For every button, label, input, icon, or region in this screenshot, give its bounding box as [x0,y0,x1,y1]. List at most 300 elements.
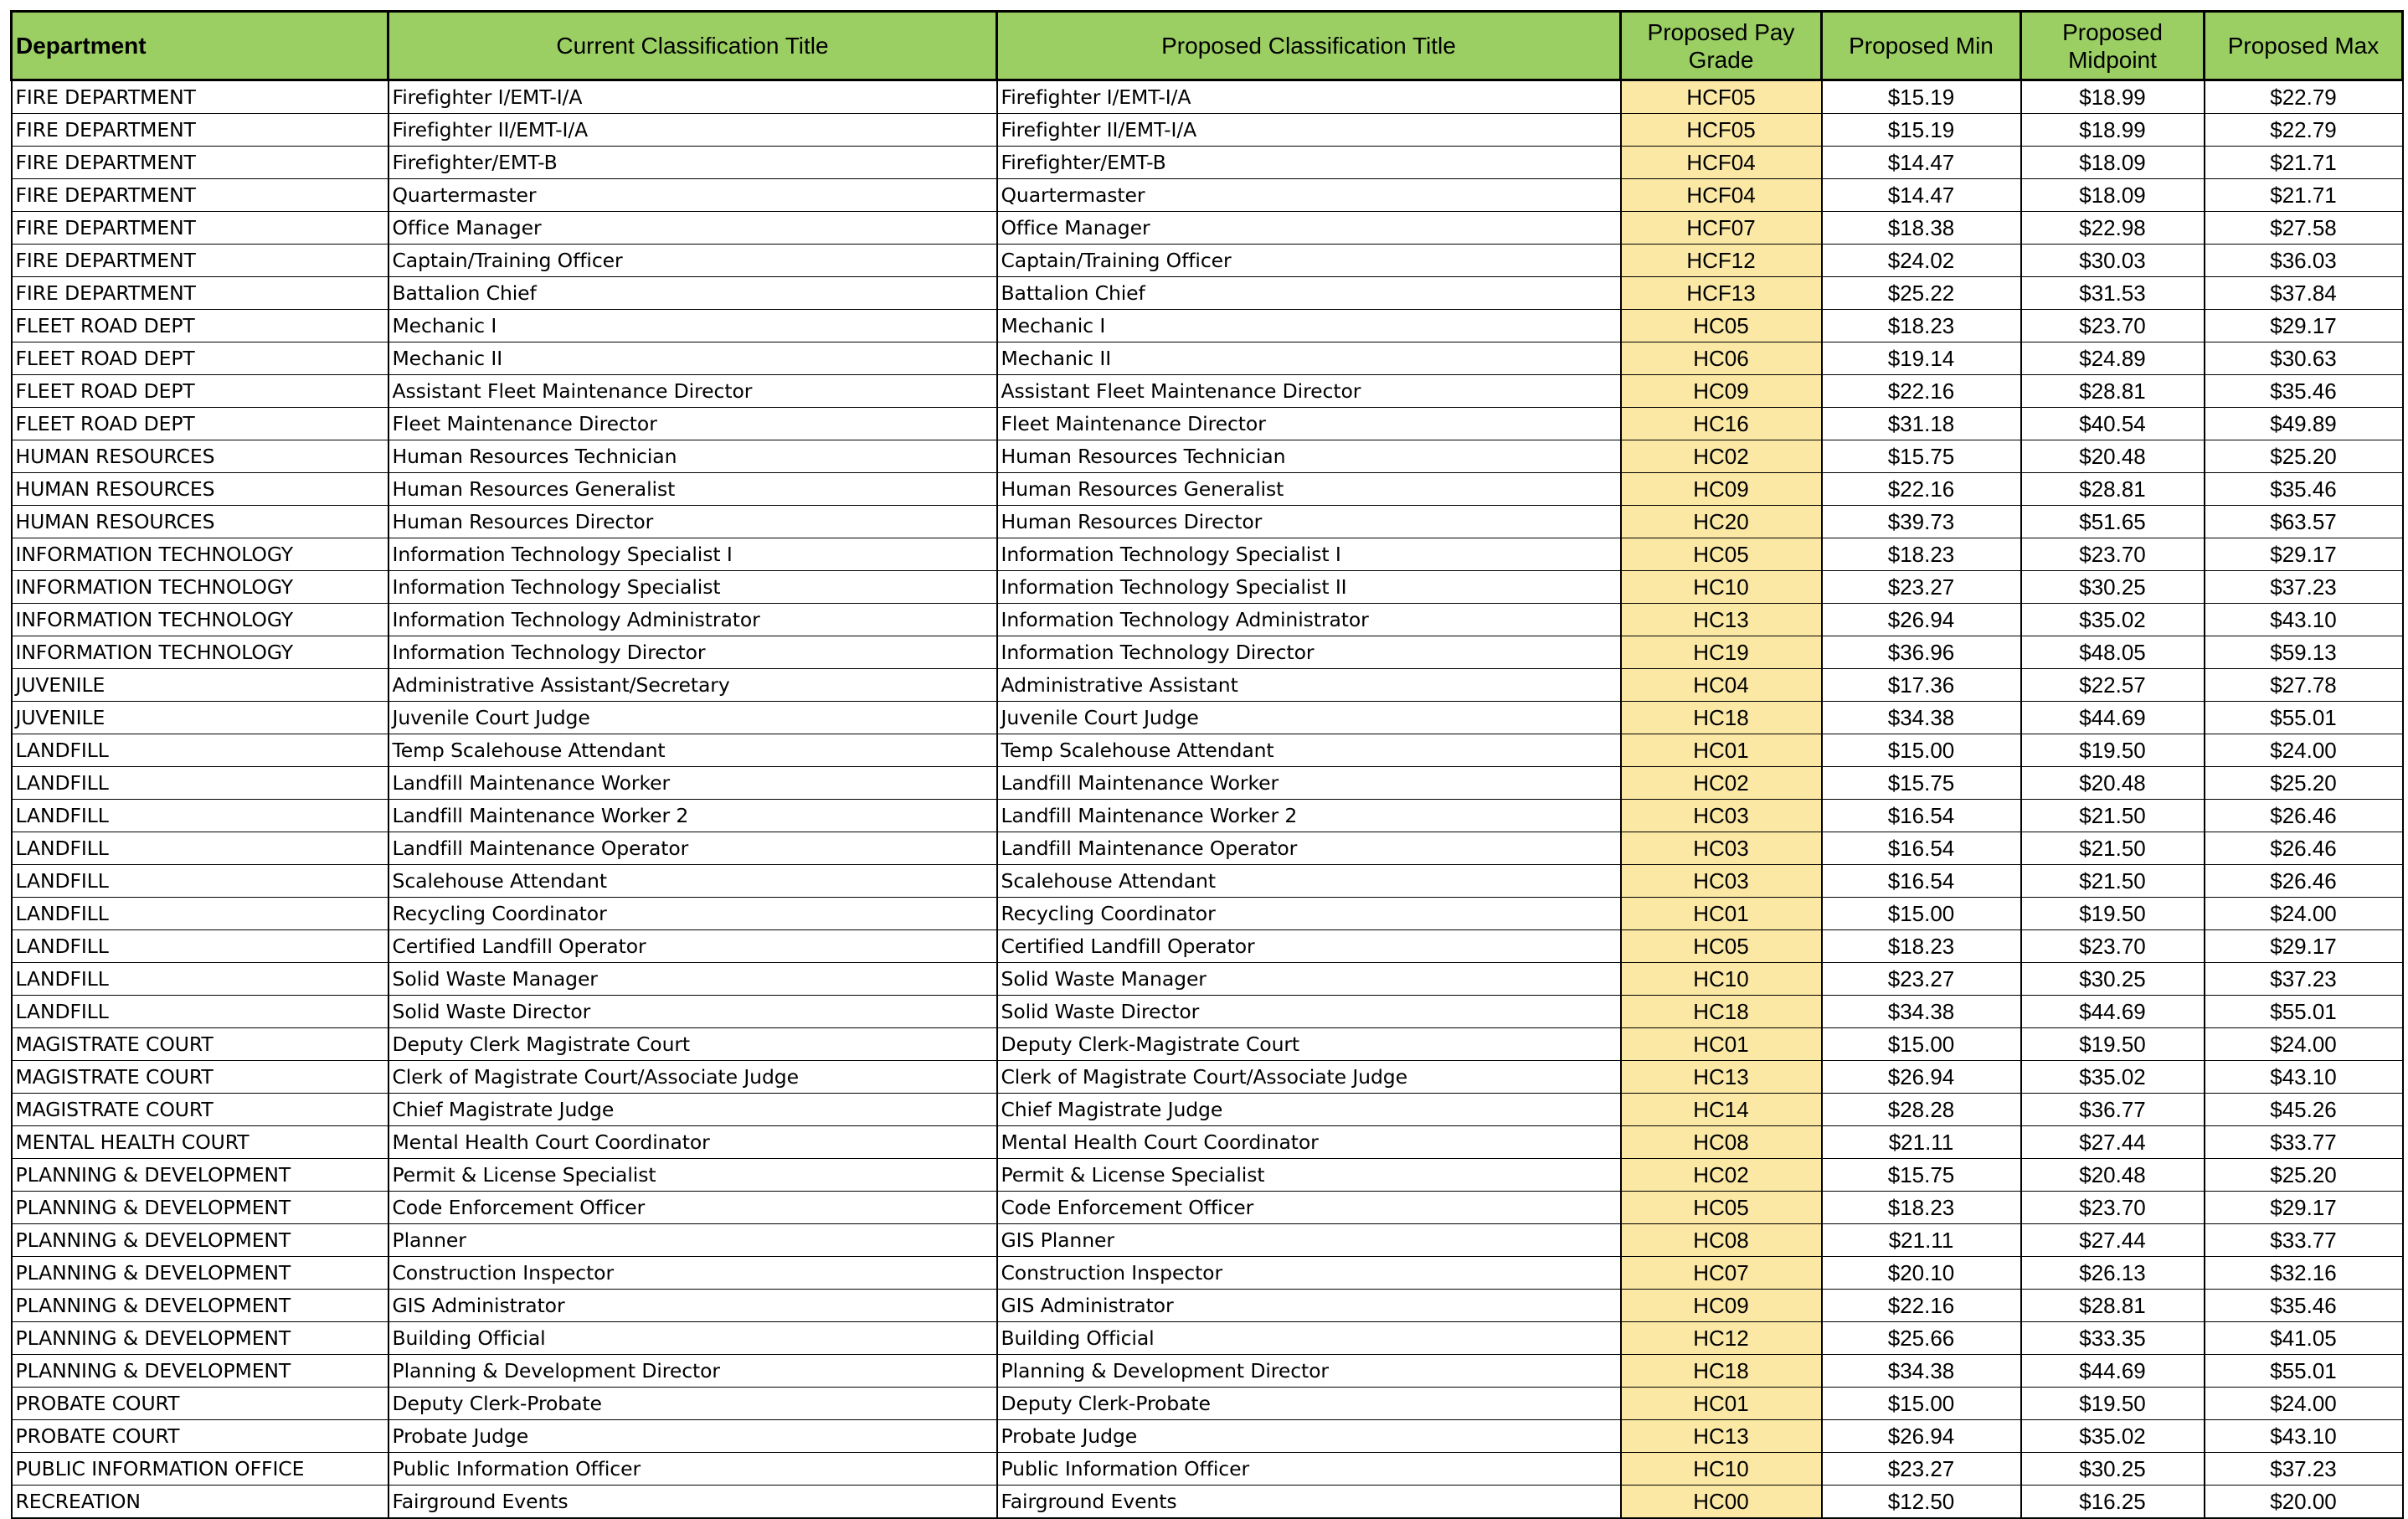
header-max: Proposed Max [2205,12,2403,80]
cell-pay-grade: HC18 [1621,702,1822,734]
cell-pay-grade: HC18 [1621,996,1822,1028]
cell-max: $37.84 [2205,277,2403,310]
cell-midpoint: $26.13 [2021,1257,2205,1290]
cell-max: $49.89 [2205,408,2403,440]
cell-department: LANDFILL [12,734,388,767]
cell-proposed-title: Firefighter I/EMT-I/A [997,80,1621,114]
cell-current-title: Construction Inspector [388,1257,997,1290]
cell-pay-grade: HC13 [1621,1420,1822,1453]
table-row [12,898,2403,930]
cell-department: JUVENILE [12,702,388,734]
cell-max: $43.10 [2205,604,2403,636]
cell-current-title: Public Information Officer [388,1453,997,1486]
cell-proposed-title: Information Technology Specialist II [997,571,1621,604]
table-row [12,342,2403,375]
cell-max: $33.77 [2205,1126,2403,1159]
cell-max: $21.71 [2205,179,2403,212]
cell-min: $21.11 [1822,1224,2021,1257]
cell-max: $33.77 [2205,1224,2403,1257]
cell-midpoint: $44.69 [2021,996,2205,1028]
cell-min: $22.16 [1822,1290,2021,1322]
header-row [12,12,2403,80]
cell-department: HUMAN RESOURCES [12,440,388,473]
cell-department: FLEET ROAD DEPT [12,342,388,375]
cell-proposed-title: Deputy Clerk-Probate [997,1388,1621,1420]
cell-department: INFORMATION TECHNOLOGY [12,636,388,669]
cell-pay-grade: HC13 [1621,1061,1822,1094]
cell-proposed-title: Mechanic I [997,310,1621,342]
cell-current-title: Landfill Maintenance Worker 2 [388,800,997,832]
table-row [12,1159,2403,1192]
cell-department: LANDFILL [12,996,388,1028]
cell-department: FIRE DEPARTMENT [12,179,388,212]
cell-midpoint: $21.50 [2021,865,2205,898]
cell-pay-grade: HC05 [1621,930,1822,963]
cell-proposed-title: Firefighter/EMT-B [997,147,1621,179]
cell-current-title: Solid Waste Manager [388,963,997,996]
cell-proposed-title: Captain/Training Officer [997,245,1621,277]
cell-pay-grade: HC01 [1621,898,1822,930]
table-row [12,1192,2403,1224]
table-row [12,1453,2403,1486]
cell-min: $16.54 [1822,800,2021,832]
cell-max: $29.17 [2205,538,2403,571]
cell-min: $22.16 [1822,473,2021,506]
cell-current-title: Firefighter I/EMT-I/A [388,80,997,114]
cell-max: $37.23 [2205,963,2403,996]
cell-min: $17.36 [1822,669,2021,702]
cell-min: $15.75 [1822,767,2021,800]
cell-midpoint: $31.53 [2021,277,2205,310]
cell-min: $15.75 [1822,1159,2021,1192]
cell-midpoint: $18.99 [2021,80,2205,114]
cell-min: $15.00 [1822,734,2021,767]
cell-pay-grade: HCF04 [1621,179,1822,212]
cell-department: MENTAL HEALTH COURT [12,1126,388,1159]
cell-proposed-title: Code Enforcement Officer [997,1192,1621,1224]
header-midpoint: Proposed Midpoint [2021,12,2205,80]
cell-proposed-title: Chief Magistrate Judge [997,1094,1621,1126]
cell-min: $15.00 [1822,1028,2021,1061]
table-row [12,277,2403,310]
header-pay-grade: Proposed Pay Grade [1621,12,1822,80]
cell-department: PROBATE COURT [12,1388,388,1420]
cell-proposed-title: Firefighter II/EMT-I/A [997,114,1621,147]
cell-midpoint: $20.48 [2021,440,2205,473]
cell-midpoint: $22.57 [2021,669,2205,702]
cell-current-title: Certified Landfill Operator [388,930,997,963]
cell-proposed-title: Juvenile Court Judge [997,702,1621,734]
cell-max: $43.10 [2205,1420,2403,1453]
cell-proposed-title: Fairground Events [997,1486,1621,1519]
cell-pay-grade: HC03 [1621,800,1822,832]
cell-max: $36.03 [2205,245,2403,277]
cell-current-title: Information Technology Director [388,636,997,669]
cell-proposed-title: Human Resources Generalist [997,473,1621,506]
cell-min: $12.50 [1822,1486,2021,1519]
cell-max: $41.05 [2205,1322,2403,1355]
cell-pay-grade: HC00 [1621,1486,1822,1519]
cell-max: $30.63 [2205,342,2403,375]
table-row [12,212,2403,245]
cell-min: $28.28 [1822,1094,2021,1126]
cell-proposed-title: Information Technology Director [997,636,1621,669]
cell-proposed-title: Temp Scalehouse Attendant [997,734,1621,767]
cell-midpoint: $19.50 [2021,1028,2205,1061]
table-row [12,506,2403,538]
cell-current-title: Information Technology Specialist I [388,538,997,571]
cell-min: $21.11 [1822,1126,2021,1159]
cell-department: FIRE DEPARTMENT [12,114,388,147]
cell-max: $35.46 [2205,1290,2403,1322]
header-department: Department [12,12,388,80]
cell-department: RECREATION [12,1486,388,1519]
cell-proposed-title: Fleet Maintenance Director [997,408,1621,440]
cell-proposed-title: GIS Planner [997,1224,1621,1257]
cell-pay-grade: HC18 [1621,1355,1822,1388]
cell-midpoint: $24.89 [2021,342,2205,375]
cell-current-title: Assistant Fleet Maintenance Director [388,375,997,408]
cell-min: $16.54 [1822,832,2021,865]
cell-min: $26.94 [1822,604,2021,636]
cell-max: $55.01 [2205,702,2403,734]
cell-proposed-title: Human Resources Technician [997,440,1621,473]
cell-midpoint: $28.81 [2021,375,2205,408]
cell-min: $23.27 [1822,571,2021,604]
table-row [12,1061,2403,1094]
table-row [12,800,2403,832]
table-row [12,147,2403,179]
cell-department: FIRE DEPARTMENT [12,147,388,179]
cell-current-title: Juvenile Court Judge [388,702,997,734]
cell-department: FLEET ROAD DEPT [12,408,388,440]
cell-proposed-title: Probate Judge [997,1420,1621,1453]
cell-department: MAGISTRATE COURT [12,1061,388,1094]
cell-min: $19.14 [1822,342,2021,375]
cell-min: $14.47 [1822,147,2021,179]
cell-min: $18.23 [1822,310,2021,342]
table-row [12,1388,2403,1420]
cell-min: $14.47 [1822,179,2021,212]
cell-pay-grade: HCF13 [1621,277,1822,310]
cell-current-title: Human Resources Technician [388,440,997,473]
cell-current-title: Code Enforcement Officer [388,1192,997,1224]
cell-midpoint: $23.70 [2021,930,2205,963]
cell-midpoint: $23.70 [2021,538,2205,571]
cell-proposed-title: Human Resources Director [997,506,1621,538]
cell-department: HUMAN RESOURCES [12,473,388,506]
cell-current-title: Human Resources Director [388,506,997,538]
cell-midpoint: $20.48 [2021,1159,2205,1192]
table-row [12,80,2403,114]
cell-pay-grade: HC01 [1621,1388,1822,1420]
cell-max: $25.20 [2205,440,2403,473]
table-row [12,734,2403,767]
cell-current-title: Building Official [388,1322,997,1355]
table-row [12,1094,2403,1126]
cell-department: PLANNING & DEVELOPMENT [12,1192,388,1224]
cell-pay-grade: HC19 [1621,636,1822,669]
cell-proposed-title: Solid Waste Manager [997,963,1621,996]
cell-max: $22.79 [2205,80,2403,114]
cell-department: PLANNING & DEVELOPMENT [12,1224,388,1257]
cell-pay-grade: HC06 [1621,342,1822,375]
cell-midpoint: $51.65 [2021,506,2205,538]
cell-midpoint: $19.50 [2021,1388,2205,1420]
cell-pay-grade: HC16 [1621,408,1822,440]
cell-department: PLANNING & DEVELOPMENT [12,1159,388,1192]
table-row [12,930,2403,963]
cell-midpoint: $20.48 [2021,767,2205,800]
cell-max: $21.71 [2205,147,2403,179]
cell-current-title: Captain/Training Officer [388,245,997,277]
cell-current-title: Recycling Coordinator [388,898,997,930]
cell-min: $25.22 [1822,277,2021,310]
cell-max: $26.46 [2205,832,2403,865]
cell-midpoint: $48.05 [2021,636,2205,669]
cell-proposed-title: Information Technology Administrator [997,604,1621,636]
cell-midpoint: $18.99 [2021,114,2205,147]
cell-pay-grade: HC13 [1621,604,1822,636]
cell-midpoint: $16.25 [2021,1486,2205,1519]
table-row [12,1126,2403,1159]
cell-proposed-title: Quartermaster [997,179,1621,212]
cell-min: $24.02 [1822,245,2021,277]
cell-max: $43.10 [2205,1061,2403,1094]
cell-min: $18.38 [1822,212,2021,245]
cell-max: $25.20 [2205,767,2403,800]
table-row [12,1257,2403,1290]
cell-midpoint: $21.50 [2021,832,2205,865]
cell-min: $18.23 [1822,538,2021,571]
cell-max: $27.78 [2205,669,2403,702]
cell-current-title: Human Resources Generalist [388,473,997,506]
cell-min: $15.19 [1822,114,2021,147]
cell-department: LANDFILL [12,865,388,898]
cell-pay-grade: HC09 [1621,473,1822,506]
cell-department: PLANNING & DEVELOPMENT [12,1257,388,1290]
cell-pay-grade: HCF04 [1621,147,1822,179]
cell-current-title: Planner [388,1224,997,1257]
cell-midpoint: $22.98 [2021,212,2205,245]
cell-max: $20.00 [2205,1486,2403,1519]
cell-current-title: Clerk of Magistrate Court/Associate Judge [388,1061,997,1094]
cell-department: PLANNING & DEVELOPMENT [12,1322,388,1355]
header-proposed-title: Proposed Classification Title [997,12,1621,80]
table-row [12,832,2403,865]
cell-min: $15.00 [1822,898,2021,930]
cell-department: LANDFILL [12,963,388,996]
table-row [12,1420,2403,1453]
cell-midpoint: $28.81 [2021,473,2205,506]
cell-department: INFORMATION TECHNOLOGY [12,604,388,636]
cell-pay-grade: HC08 [1621,1126,1822,1159]
cell-pay-grade: HC12 [1621,1322,1822,1355]
table-row [12,636,2403,669]
cell-proposed-title: Planning & Development Director [997,1355,1621,1388]
cell-proposed-title: Solid Waste Director [997,996,1621,1028]
cell-min: $26.94 [1822,1420,2021,1453]
cell-min: $23.27 [1822,963,2021,996]
cell-min: $22.16 [1822,375,2021,408]
table-row [12,179,2403,212]
cell-department: LANDFILL [12,767,388,800]
cell-department: PLANNING & DEVELOPMENT [12,1355,388,1388]
cell-current-title: Landfill Maintenance Operator [388,832,997,865]
table-row [12,963,2403,996]
cell-min: $36.96 [1822,636,2021,669]
table-row [12,604,2403,636]
cell-max: $24.00 [2205,1388,2403,1420]
cell-midpoint: $18.09 [2021,179,2205,212]
cell-proposed-title: Landfill Maintenance Operator [997,832,1621,865]
cell-proposed-title: Deputy Clerk-Magistrate Court [997,1028,1621,1061]
cell-midpoint: $30.25 [2021,571,2205,604]
cell-department: MAGISTRATE COURT [12,1028,388,1061]
cell-max: $55.01 [2205,996,2403,1028]
table-row [12,996,2403,1028]
cell-pay-grade: HC08 [1621,1224,1822,1257]
cell-department: LANDFILL [12,832,388,865]
cell-midpoint: $35.02 [2021,604,2205,636]
cell-current-title: Solid Waste Director [388,996,997,1028]
cell-max: $55.01 [2205,1355,2403,1388]
cell-midpoint: $33.35 [2021,1322,2205,1355]
cell-pay-grade: HC05 [1621,310,1822,342]
cell-midpoint: $44.69 [2021,702,2205,734]
cell-min: $25.66 [1822,1322,2021,1355]
table-row [12,865,2403,898]
cell-pay-grade: HCF05 [1621,80,1822,114]
cell-current-title: GIS Administrator [388,1290,997,1322]
cell-current-title: Mechanic II [388,342,997,375]
cell-midpoint: $23.70 [2021,310,2205,342]
cell-current-title: Fleet Maintenance Director [388,408,997,440]
cell-current-title: Firefighter/EMT-B [388,147,997,179]
classification-table [10,10,2404,1519]
cell-min: $15.00 [1822,1388,2021,1420]
cell-proposed-title: Recycling Coordinator [997,898,1621,930]
cell-pay-grade: HC10 [1621,963,1822,996]
cell-max: $35.46 [2205,375,2403,408]
cell-pay-grade: HC03 [1621,865,1822,898]
cell-department: INFORMATION TECHNOLOGY [12,538,388,571]
cell-current-title: Mental Health Court Coordinator [388,1126,997,1159]
cell-department: LANDFILL [12,930,388,963]
cell-max: $26.46 [2205,865,2403,898]
cell-department: FIRE DEPARTMENT [12,212,388,245]
cell-current-title: Information Technology Specialist [388,571,997,604]
cell-max: $32.16 [2205,1257,2403,1290]
cell-pay-grade: HC07 [1621,1257,1822,1290]
table-row [12,571,2403,604]
cell-current-title: Deputy Clerk-Probate [388,1388,997,1420]
cell-pay-grade: HC05 [1621,1192,1822,1224]
table-row [12,1290,2403,1322]
cell-current-title: Landfill Maintenance Worker [388,767,997,800]
cell-proposed-title: Information Technology Specialist I [997,538,1621,571]
cell-max: $24.00 [2205,898,2403,930]
cell-proposed-title: Mental Health Court Coordinator [997,1126,1621,1159]
cell-max: $29.17 [2205,1192,2403,1224]
cell-pay-grade: HCF12 [1621,245,1822,277]
header-min: Proposed Min [1822,12,2021,80]
table-row [12,1224,2403,1257]
cell-department: FLEET ROAD DEPT [12,375,388,408]
cell-department: LANDFILL [12,800,388,832]
cell-department: MAGISTRATE COURT [12,1094,388,1126]
cell-pay-grade: HC03 [1621,832,1822,865]
cell-current-title: Permit & License Specialist [388,1159,997,1192]
cell-department: PROBATE COURT [12,1420,388,1453]
cell-current-title: Quartermaster [388,179,997,212]
cell-midpoint: $35.02 [2021,1061,2205,1094]
cell-max: $37.23 [2205,1453,2403,1486]
cell-proposed-title: Office Manager [997,212,1621,245]
table-row [12,767,2403,800]
table-row [12,1486,2403,1519]
cell-pay-grade: HC05 [1621,538,1822,571]
cell-midpoint: $35.02 [2021,1420,2205,1453]
cell-pay-grade: HC02 [1621,1159,1822,1192]
cell-midpoint: $28.81 [2021,1290,2205,1322]
cell-proposed-title: Scalehouse Attendant [997,865,1621,898]
table-row [12,702,2403,734]
cell-current-title: Fairground Events [388,1486,997,1519]
cell-current-title: Deputy Clerk Magistrate Court [388,1028,997,1061]
cell-pay-grade: HCF05 [1621,114,1822,147]
table-row [12,473,2403,506]
cell-midpoint: $44.69 [2021,1355,2205,1388]
cell-proposed-title: Battalion Chief [997,277,1621,310]
cell-pay-grade: HC01 [1621,1028,1822,1061]
cell-proposed-title: Clerk of Magistrate Court/Associate Judge [997,1061,1621,1094]
cell-current-title: Office Manager [388,212,997,245]
cell-min: $20.10 [1822,1257,2021,1290]
cell-midpoint: $21.50 [2021,800,2205,832]
cell-department: PLANNING & DEVELOPMENT [12,1290,388,1322]
cell-current-title: Firefighter II/EMT-I/A [388,114,997,147]
cell-min: $23.27 [1822,1453,2021,1486]
cell-current-title: Information Technology Administrator [388,604,997,636]
cell-max: $35.46 [2205,473,2403,506]
cell-current-title: Planning & Development Director [388,1355,997,1388]
cell-pay-grade: HC10 [1621,1453,1822,1486]
cell-midpoint: $36.77 [2021,1094,2205,1126]
cell-pay-grade: HC02 [1621,440,1822,473]
cell-min: $26.94 [1822,1061,2021,1094]
cell-min: $18.23 [1822,1192,2021,1224]
cell-max: $37.23 [2205,571,2403,604]
cell-min: $15.19 [1822,80,2021,114]
cell-midpoint: $30.03 [2021,245,2205,277]
cell-pay-grade: HC14 [1621,1094,1822,1126]
cell-max: $27.58 [2205,212,2403,245]
cell-department: LANDFILL [12,898,388,930]
cell-proposed-title: Landfill Maintenance Worker 2 [997,800,1621,832]
cell-max: $29.17 [2205,930,2403,963]
cell-current-title: Chief Magistrate Judge [388,1094,997,1126]
cell-department: FLEET ROAD DEPT [12,310,388,342]
cell-min: $34.38 [1822,996,2021,1028]
table-row [12,1355,2403,1388]
table-row [12,1322,2403,1355]
cell-proposed-title: Permit & License Specialist [997,1159,1621,1192]
cell-min: $15.75 [1822,440,2021,473]
cell-proposed-title: Landfill Maintenance Worker [997,767,1621,800]
cell-midpoint: $40.54 [2021,408,2205,440]
cell-proposed-title: Building Official [997,1322,1621,1355]
